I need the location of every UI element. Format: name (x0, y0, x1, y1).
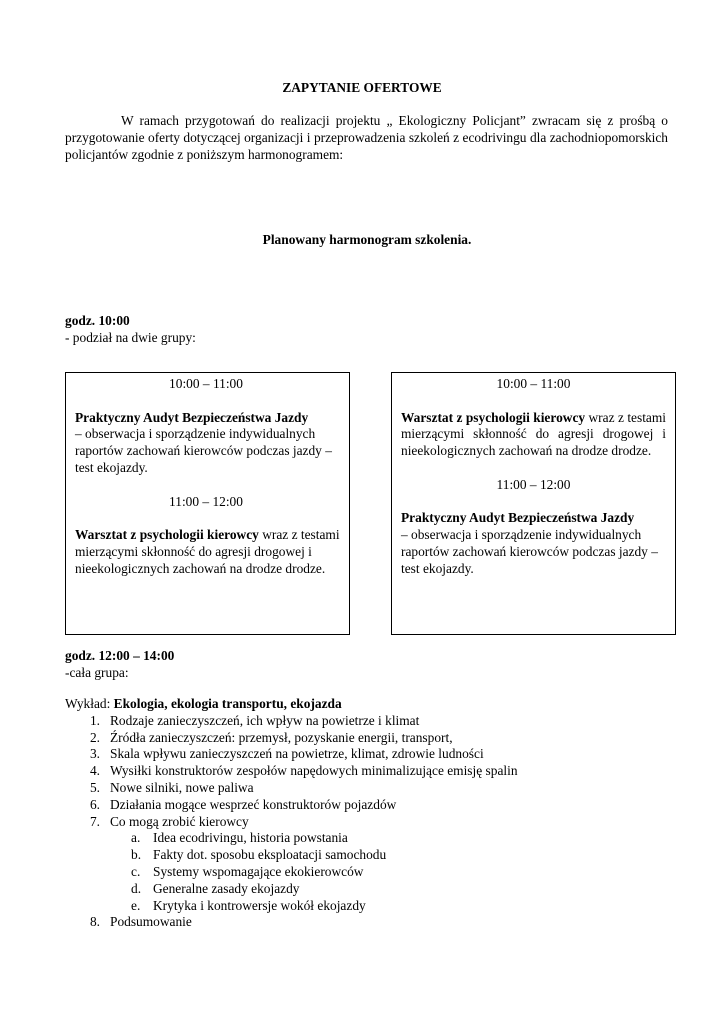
list-item-number: 4. (89, 763, 100, 779)
section-1-note: - podział na dwie grupy: (65, 329, 196, 345)
left-slot-2-title: Warsztat z psychologii kierowcy (75, 527, 259, 543)
list-item-number: 6. (89, 796, 100, 812)
section-2 (65, 648, 174, 682)
sub-list-item (65, 830, 665, 847)
list-item-text: Rodzaje zanieczyszczeń, ich wpływ na powietrze i klimat (110, 712, 420, 728)
sub-list-item (65, 881, 665, 898)
sub-list-item-letter: b. (131, 847, 142, 863)
lecture-heading (65, 696, 665, 713)
list-item-number: 2. (89, 729, 100, 745)
sub-list-item-letter: d. (131, 880, 142, 896)
list-item-number: 7. (89, 813, 100, 829)
list-item (65, 713, 665, 730)
list-item-number: 8. (89, 914, 100, 930)
lecture-topic: Ekologia, ekologia transportu, ekojazda (113, 696, 342, 711)
right-slot-1-text: wraz z testami mierzącymi skłonność do agresji drogowej i nieekologicznych zachowań na drodze drodze. (401, 409, 666, 459)
left-slot-1-desc (75, 410, 340, 477)
sub-list-item (65, 864, 665, 881)
right-slot-2-time: 11:00 – 12:00 (496, 476, 571, 492)
lecture-list (65, 713, 665, 931)
right-slot-1-time: 10:00 – 11:00 (496, 376, 571, 391)
sub-list-item (65, 898, 665, 915)
section-2-note: -cała grupa: (65, 664, 129, 680)
right-slot-2-text: – obserwacja i sporządzenie indywidualnych raportów zachowań kierowców podczas jazdy – test ekojazdy. (401, 527, 658, 576)
left-slot-2-text: wraz z testami mierzącymi skłonność do agresji drogowej i nieekologicznych zachowań na drodze drodze. (75, 527, 340, 576)
right-slot-2-title: Praktyczny Audyt Bezpieczeństwa Jazdy (401, 510, 635, 526)
sub-list-item (65, 847, 665, 864)
section-1-time: godz. 10:00 (65, 313, 130, 328)
left-slot-1-title: Praktyczny Audyt Bezpieczeństwa Jazdy (75, 409, 309, 425)
list-item-text: Skala wpływu zanieczyszczeń na powietrze, klimat, zdrowie ludności (110, 746, 484, 762)
list-item-text: Co mogą zrobić kierowcy (110, 813, 249, 829)
list-item-number: 3. (89, 746, 100, 762)
sub-list-item-text: Krytyka i kontrowersje wokół ekojazdy (153, 897, 366, 913)
left-slot-1-time: 10:00 – 11:00 (169, 376, 243, 391)
list-item (65, 746, 665, 763)
section-1 (65, 313, 196, 347)
list-item-text: Podsumowanie (110, 914, 192, 930)
lecture-label: Wykład: (65, 696, 114, 711)
group-box-left (65, 372, 350, 635)
list-item-number: 1. (89, 712, 100, 728)
sub-list-item-text: Idea ecodrivingu, historia powstania (153, 830, 348, 846)
list-item-number: 5. (89, 779, 100, 795)
right-slot-1-desc (401, 410, 666, 460)
right-slot-2-desc (401, 510, 666, 577)
sub-list-item-text: Generalne zasady ekojazdy (153, 880, 300, 896)
intro-paragraph (65, 113, 668, 163)
list-item-text: Wysiłki konstruktorów zespołów napędowych minimalizujące emisję spalin (110, 763, 518, 779)
sub-list-item-text: Systemy wspomagające ekokierowców (153, 863, 364, 879)
list-item (65, 797, 665, 814)
sub-list-item-letter: c. (131, 863, 141, 879)
right-slot-1-title: Warsztat z psychologii kierowcy (401, 409, 586, 425)
list-item-text: Źródła zanieczyszczeń: przemysł, pozyskanie energii, transport, (110, 729, 453, 745)
left-slot-2-time: 11:00 – 12:00 (169, 493, 243, 509)
list-item (65, 763, 665, 780)
section-2-time: godz. 12:00 – 14:00 (65, 648, 175, 663)
sub-list-item-letter: e. (131, 897, 141, 913)
left-slot-2-desc (75, 527, 340, 577)
list-item (65, 914, 665, 931)
list-item (65, 814, 665, 831)
list-item-text: Nowe silniki, nowe paliwa (110, 779, 254, 795)
sub-list-item-letter: a. (131, 830, 141, 846)
list-item-text: Działania mogące wesprzeć konstruktorów pojazdów (110, 796, 397, 812)
group-box-right (391, 372, 676, 635)
list-item (65, 780, 665, 797)
lecture-section (65, 696, 665, 931)
left-slot-1-text: – obserwacja i sporządzenie indywidualnych raportów zachowań kierowców podczas jazdy – test ekojazdy. (75, 426, 332, 475)
intro-text: W ramach przygotowań do realizacji projektu „ Ekologiczny Policjant” zwracam się z prośbą o przygotowanie oferty dotyczącej organizacji i przeprowadzenia szkoleń z ecodrivingu dla zachodniopomorskich policjantów zgodnie z poniższym harmonogramem: (65, 113, 668, 162)
sub-list-item-text: Fakty dot. sposobu eksploatacji samochodu (153, 847, 387, 863)
list-item (65, 730, 665, 747)
schedule-heading: Planowany harmonogram szkolenia. (262, 232, 472, 247)
document-title: ZAPYTANIE OFERTOWE (282, 80, 442, 95)
